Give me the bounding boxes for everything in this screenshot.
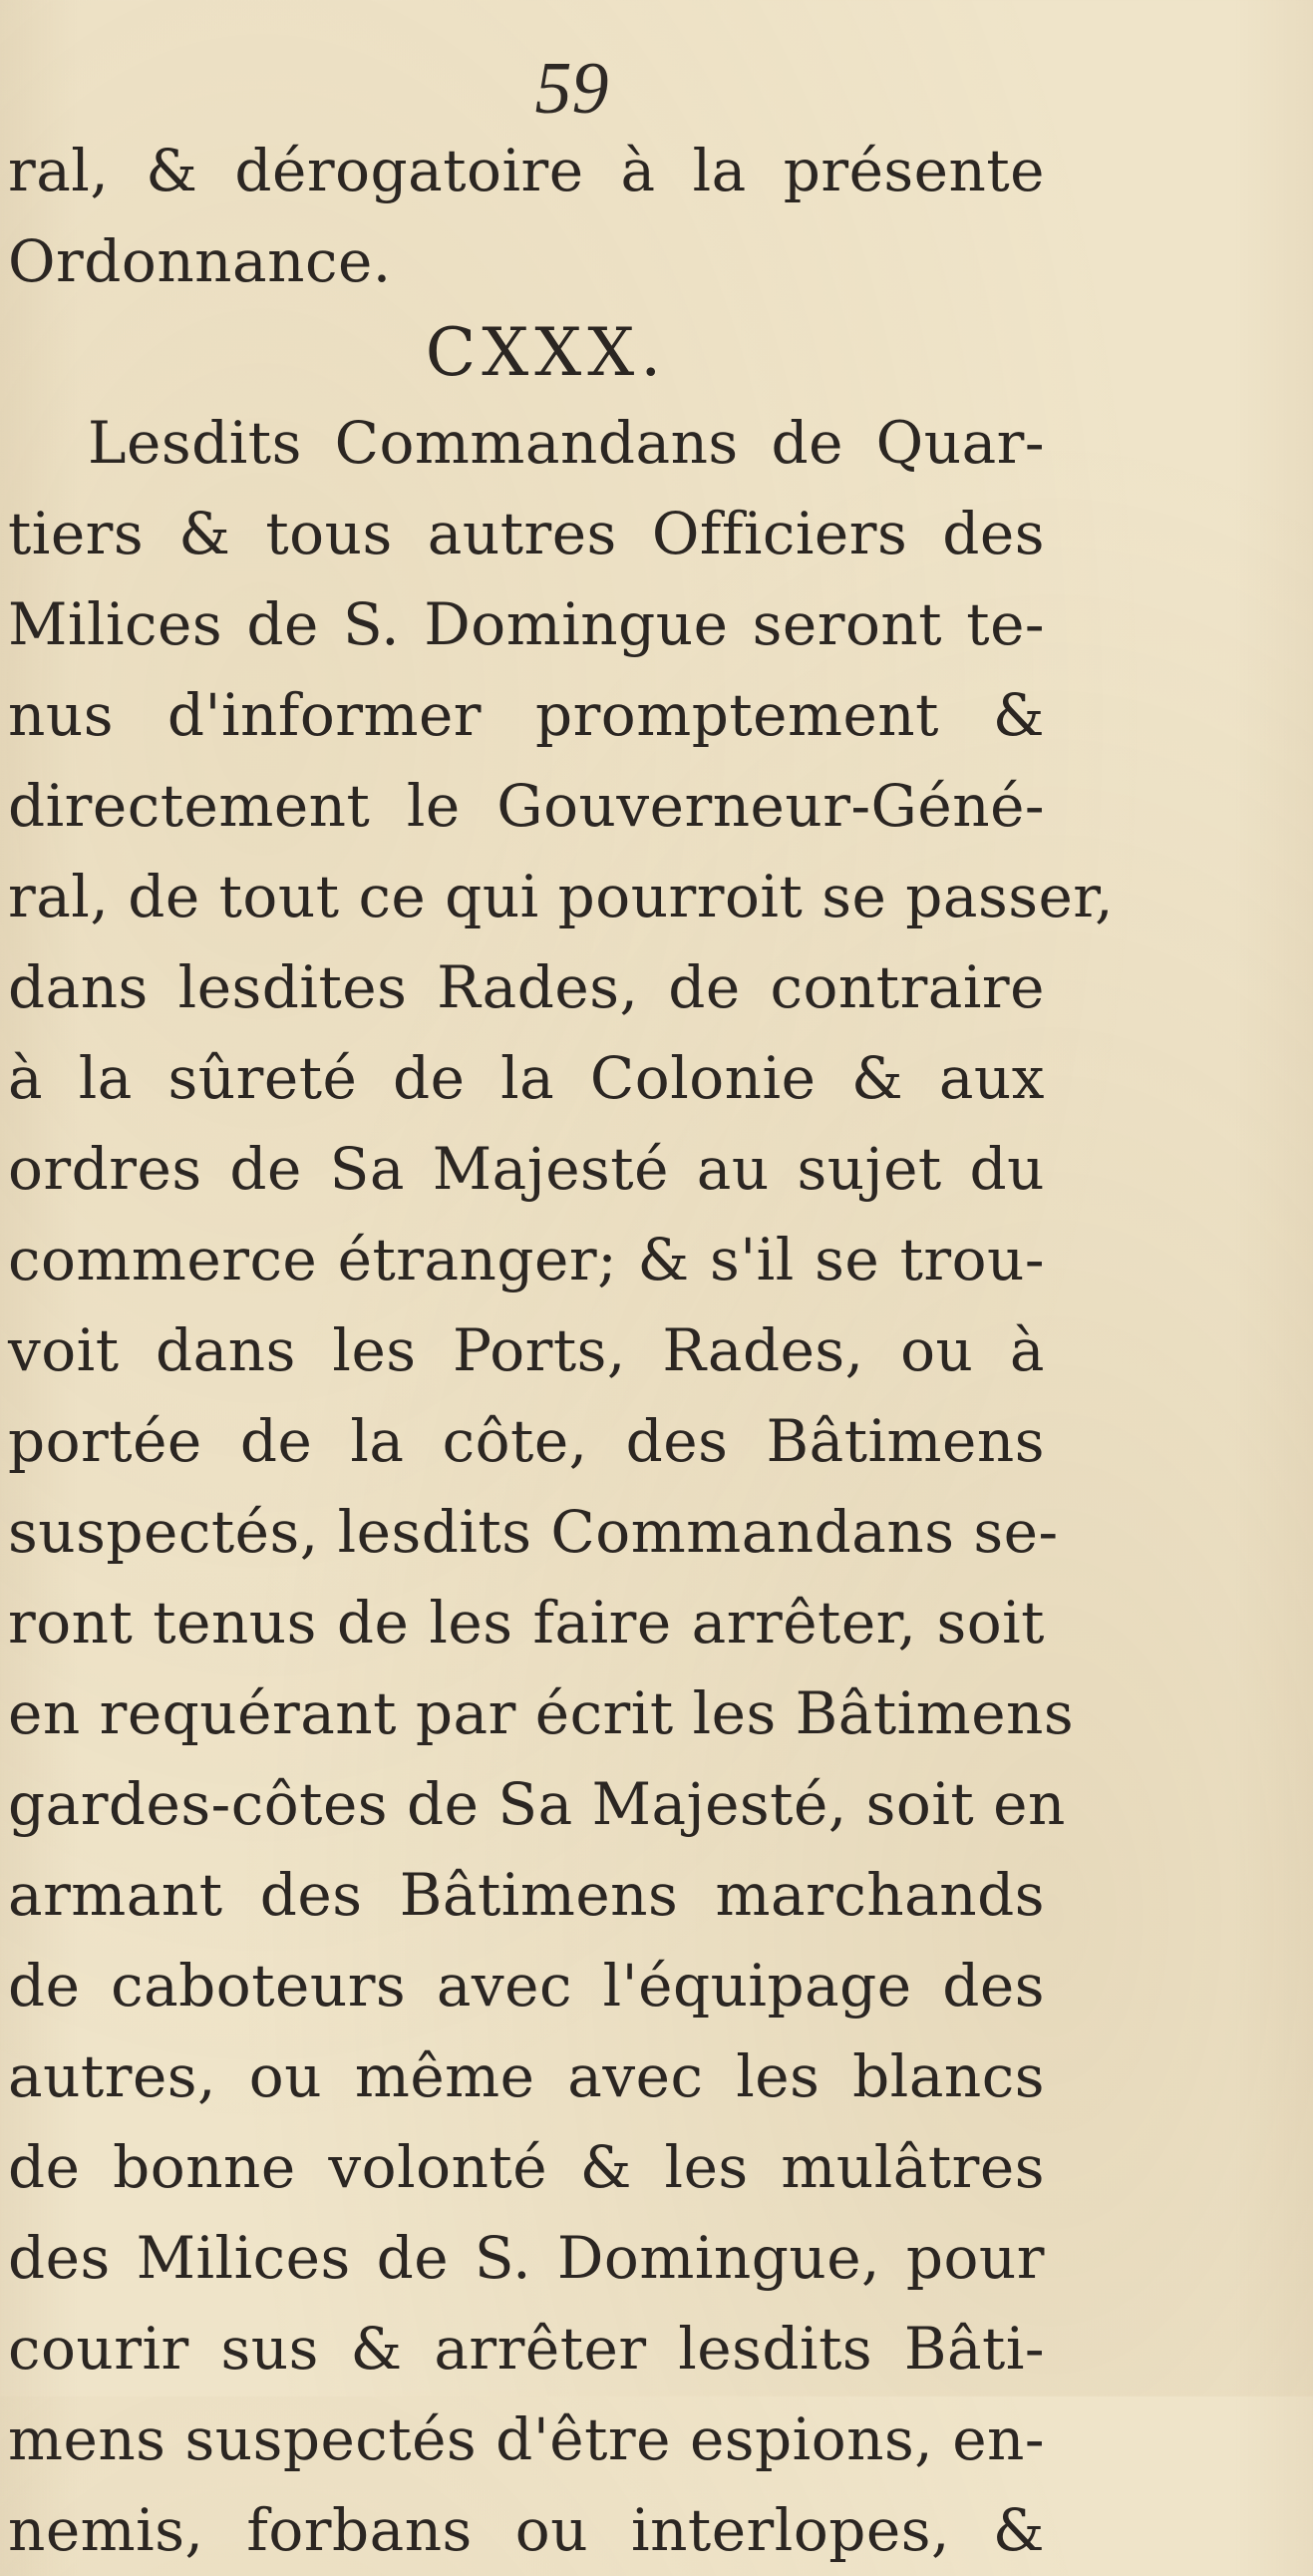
article-line: ral, de tout ce qui pourroit se passer, bbox=[8, 863, 1115, 930]
article-line: voit dans les Ports, Rades, ou à bbox=[8, 1316, 1045, 1384]
article-line: directement le Gouverneur-Géné- bbox=[8, 772, 1045, 840]
article-line: dans lesdites Rades, de contraire bbox=[8, 953, 1045, 1021]
article-line: Milices de S. Domingue seront te- bbox=[8, 590, 1045, 658]
article-line: en requérant par écrit les Bâtimens bbox=[8, 1679, 1075, 1747]
continuation-line: ral, & dérogatoire à la présente bbox=[8, 137, 1045, 204]
article-line: armant des Bâtimens marchands bbox=[8, 1861, 1045, 1929]
continuation-line: Ordonnance. bbox=[8, 227, 392, 295]
article-line: des Milices de S. Domingue, pour bbox=[8, 2224, 1045, 2292]
article-line: suspectés, lesdits Commandans se- bbox=[8, 1498, 1059, 1566]
article-line: autres, ou même avec les blancs bbox=[8, 2042, 1045, 2110]
article-heading: CXXX. bbox=[425, 314, 668, 391]
article-line: portée de la côte, des Bâtimens bbox=[8, 1407, 1045, 1475]
article-line: tiers & tous autres Officiers des bbox=[8, 500, 1045, 567]
article-line: nus d'informer promptement & bbox=[8, 681, 1045, 749]
article-line: mens suspectés d'être espions, en- bbox=[8, 2405, 1045, 2473]
page-number: 59 bbox=[534, 48, 609, 130]
article-line: de bonne volonté & les mulâtres bbox=[8, 2133, 1045, 2201]
page-text bbox=[8, 126, 1115, 2576]
article-line: nemis, forbans ou interlopes, & bbox=[8, 2496, 1045, 2564]
article-line: courir sus & arrêter lesdits Bâti- bbox=[8, 2315, 1045, 2383]
article-line: ront tenus de les faire arrêter, soit bbox=[8, 1589, 1045, 1656]
article-line: Lesdits Commandans de Quar- bbox=[88, 409, 1045, 477]
article-line: de caboteurs avec l'équipage des bbox=[8, 1952, 1045, 2020]
article-line: commerce étranger; & s'il se trou- bbox=[8, 1226, 1045, 1293]
article-line: gardes-côtes de Sa Majesté, soit en bbox=[8, 1770, 1066, 1838]
article-line: à la sûreté de la Colonie & aux bbox=[8, 1044, 1045, 1112]
article-line: ordres de Sa Majesté au sujet du bbox=[8, 1135, 1045, 1203]
